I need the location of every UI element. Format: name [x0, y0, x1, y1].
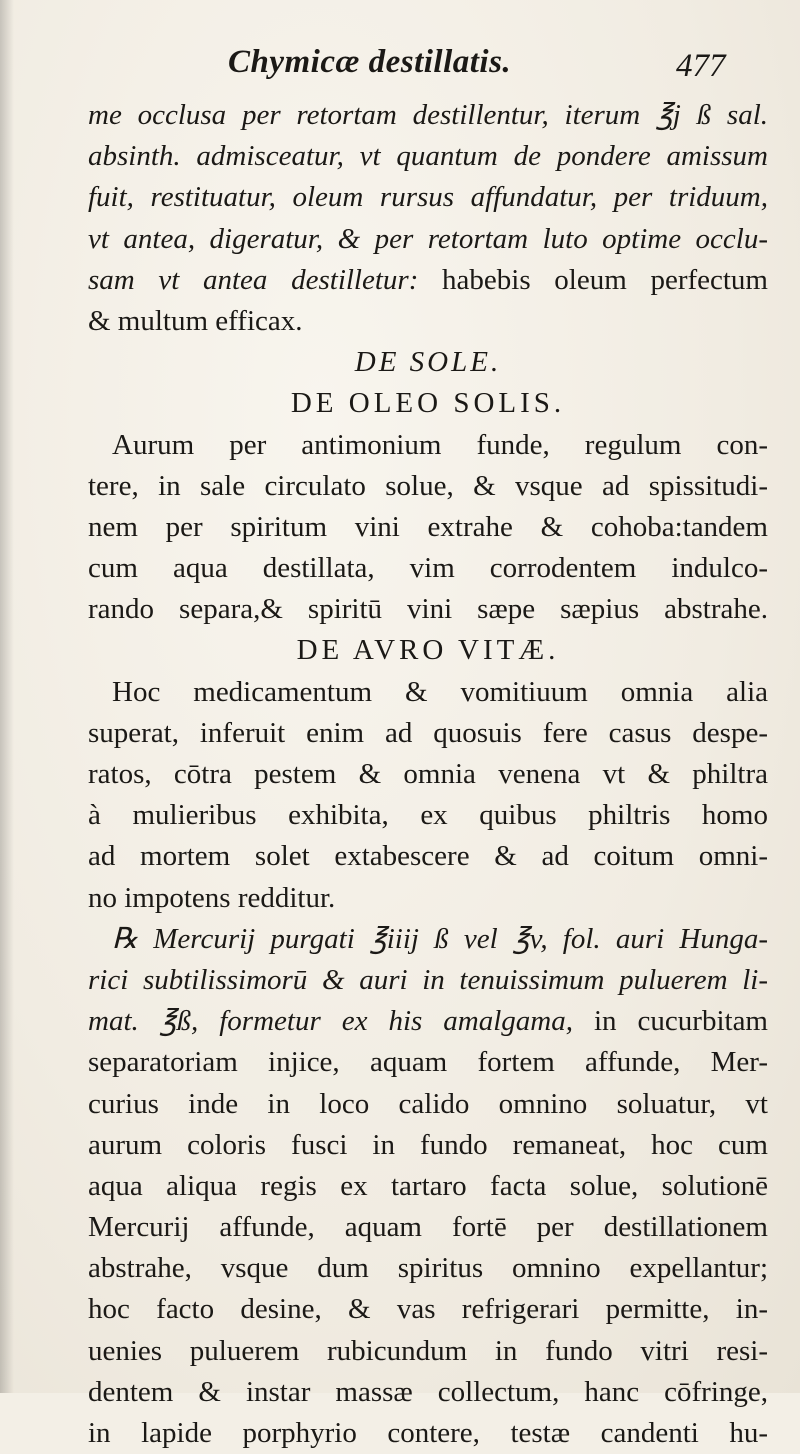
text-line-roman: habebis oleum perfectum: [442, 263, 768, 296]
text-line: à mulieribus exhibita, ex quibus philtris homo: [88, 799, 768, 832]
text-line: in lapide porphyrio contere, testæ candenti hu-: [88, 1417, 768, 1449]
body-text: [88, 95, 768, 1454]
text-line: Mercurij affunde, aquam fortē per destillationem: [88, 1211, 768, 1244]
text-line: [88, 1001, 768, 1042]
text-line: Aurum per antimonium funde, regulum con-: [112, 428, 768, 461]
text-line: ad mortem solet extabescere & ad coitum omni-: [88, 840, 768, 873]
text-line: fuit, restituatur, oleum rursus affundatur, per triduum,: [88, 181, 768, 214]
page-header: [0, 38, 800, 88]
text-line: uenies puluerem rubicundum in fundo vitri resi-: [88, 1334, 768, 1367]
text-line-italic: sam vt antea destilletur:: [88, 263, 419, 296]
text-line-italic: mat. ℥ß, formetur ex his amalgama,: [88, 1005, 573, 1038]
text-line: rando separa,& spiritū vini sæpe sæpius abstrahe.: [88, 593, 768, 626]
text-line: no impotens redditur.: [88, 881, 336, 914]
text-line: dentem & instar massæ collectum, hanc cōfringe,: [88, 1375, 768, 1408]
text-line: [88, 260, 768, 301]
text-line: ℞ Mercurij purgati ℥iiij ß vel ℥v, fol. auri Hunga-: [112, 922, 768, 955]
text-line: vt antea, digeratur, & per retortam luto optime occlu-: [88, 222, 768, 255]
text-line: curius inde in loco calido omnino soluatur, vt: [88, 1087, 768, 1120]
text-line: ratos, cōtra pestem & omnia venena vt & philtra: [88, 758, 768, 790]
running-head: Chymicæ destillatis.: [228, 44, 512, 80]
text-line: rici subtilissimorū & auri in tenuissimum puluerem li-: [88, 963, 768, 996]
text-line: nem per spiritum vini extrahe & cohoba:tandem: [88, 510, 768, 543]
text-line: abstrahe, vsque dum spiritus omnino expellantur;: [88, 1252, 768, 1285]
text-line: cum aqua destillata, vim corrodentem indulco-: [88, 552, 768, 585]
section-heading: DE OLEO SOLIS.: [290, 387, 566, 420]
text-line: Hoc medicamentum & vomitiuum omnia alia: [112, 675, 768, 708]
text-line: separatoriam injice, aquam fortem affunde, Mer-: [88, 1046, 768, 1079]
text-line: tere, in sale circulato solue, & vsque ad spissitudi-: [88, 469, 768, 502]
text-line: superat, inferuit enim ad quosuis fere casus despe-: [88, 716, 768, 749]
page-number: 477: [676, 48, 726, 84]
text-line-roman: in cucurbitam: [594, 1005, 768, 1038]
text-line: aqua aliqua regis ex tartaro facta solue, solutionē: [88, 1169, 768, 1202]
text-line: me occlusa per retortam destillentur, iterum ℥j ß sal.: [88, 99, 768, 131]
text-line: & multum efficax.: [88, 304, 303, 337]
section-heading: DE SOLE.: [354, 346, 502, 379]
page-gutter-shadow: [0, 0, 14, 1393]
text-line: absinth. admisceatur, vt quantum de pondere amissum: [88, 140, 768, 173]
text-line: hoc facto desine, & vas refrigerari permitte, in-: [88, 1293, 768, 1326]
section-heading: DE AVRO VITÆ.: [296, 634, 560, 667]
text-line: aurum coloris fusci in fundo remaneat, hoc cum: [88, 1128, 768, 1161]
